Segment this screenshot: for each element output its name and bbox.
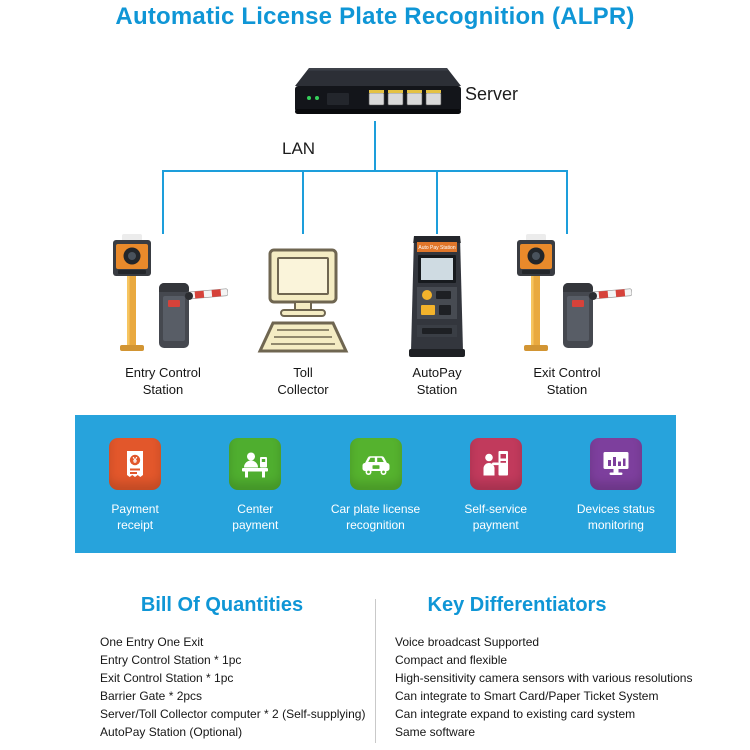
device-label-line: Exit Control xyxy=(533,365,601,380)
feature-label-line: monitoring xyxy=(587,518,644,533)
list-item: Can integrate to Smart Card/Paper Ticket System xyxy=(395,689,659,703)
feature-car-plate-recognition xyxy=(315,415,435,553)
page-title: Automatic License Plate Recognition (ALPR) xyxy=(115,3,635,30)
device-label xyxy=(238,365,368,399)
feature-label-line: recognition xyxy=(346,518,405,533)
kiosk-header-text: Auto Pay Station xyxy=(418,245,456,251)
feature-label xyxy=(331,501,420,533)
cashier-icon xyxy=(229,438,281,490)
feature-self-service-payment xyxy=(436,415,556,553)
list-item: AutoPay Station (Optional) xyxy=(100,725,243,739)
device-label-line: Toll xyxy=(293,365,313,380)
device-label-line: Collector xyxy=(277,381,329,397)
list-item: Server/Toll Collector computer * 2 (Self-supplying) xyxy=(100,707,366,721)
bar-chart-icon xyxy=(590,438,642,490)
car-icon xyxy=(350,438,402,490)
feature-label-line: payment xyxy=(232,518,279,533)
list-item: Compact and flexible xyxy=(395,653,508,667)
self-service-kiosk-icon xyxy=(470,438,522,490)
feature-label-line: Car plate license xyxy=(330,502,421,516)
device-label-line: Station xyxy=(142,381,184,397)
autopay-station-illustration xyxy=(372,233,502,359)
feature-label-line: payment xyxy=(472,518,519,533)
feature-label-line: Center xyxy=(237,502,274,516)
list-item: Entry Control Station * 1pc xyxy=(100,653,242,667)
lan-bus-line xyxy=(162,170,568,172)
autopay-drop-line xyxy=(436,172,438,234)
device-label xyxy=(98,365,228,399)
device-exit-control-station xyxy=(502,233,632,399)
exit-control-station-illustration xyxy=(502,233,632,359)
receipt-icon xyxy=(109,438,161,490)
server-illustration xyxy=(293,60,463,122)
server-label: Server xyxy=(465,84,519,104)
device-label xyxy=(502,365,632,399)
exit-drop-line xyxy=(566,172,568,234)
bill-of-quantities-heading: Bill Of Quantities xyxy=(140,594,304,616)
toll-drop-line xyxy=(302,172,304,234)
toll-collector-illustration xyxy=(238,233,368,359)
feature-label-line: Devices status xyxy=(576,502,655,516)
list-item: Barrier Gate * 2pcs xyxy=(100,689,203,703)
device-toll-collector xyxy=(238,233,368,399)
list-item: Voice broadcast Supported xyxy=(395,635,540,649)
device-label xyxy=(372,365,502,399)
list-item: Same software xyxy=(395,725,476,739)
feature-label xyxy=(577,501,655,533)
device-label-line: AutoPay xyxy=(412,365,462,380)
feature-label xyxy=(464,501,527,533)
feature-payment-receipt xyxy=(75,415,195,553)
list-item: Can integrate expand to existing card system xyxy=(395,707,636,721)
feature-center-payment xyxy=(195,415,315,553)
device-autopay-station xyxy=(372,233,502,399)
key-differentiators-list xyxy=(395,633,695,741)
device-entry-control-station xyxy=(98,233,228,399)
device-label-line: Station xyxy=(546,381,588,397)
column-divider xyxy=(375,599,376,743)
feature-label-line: Payment xyxy=(111,502,159,516)
feature-label xyxy=(232,501,278,533)
key-differentiators-heading: Key Differentiators xyxy=(427,594,607,616)
svg-text:¥: ¥ xyxy=(132,455,138,465)
feature-label xyxy=(111,501,158,533)
entry-drop-line xyxy=(162,172,164,234)
feature-label-line: receipt xyxy=(117,518,154,533)
device-label-line: Station xyxy=(416,381,458,397)
device-label-line: Entry Control xyxy=(125,365,201,380)
entry-control-station-illustration xyxy=(98,233,228,359)
feature-devices-status-monitoring xyxy=(556,415,676,553)
feature-label-line: Self-service xyxy=(464,502,528,516)
list-item: Exit Control Station * 1pc xyxy=(100,671,234,685)
list-item: High-sensitivity camera sensors with various resolutions xyxy=(395,671,693,685)
features-band xyxy=(75,415,676,553)
list-item: One Entry One Exit xyxy=(100,635,204,649)
lan-label: LAN xyxy=(282,139,316,158)
bill-of-quantities-list xyxy=(100,633,370,741)
server-drop-line xyxy=(374,121,376,171)
